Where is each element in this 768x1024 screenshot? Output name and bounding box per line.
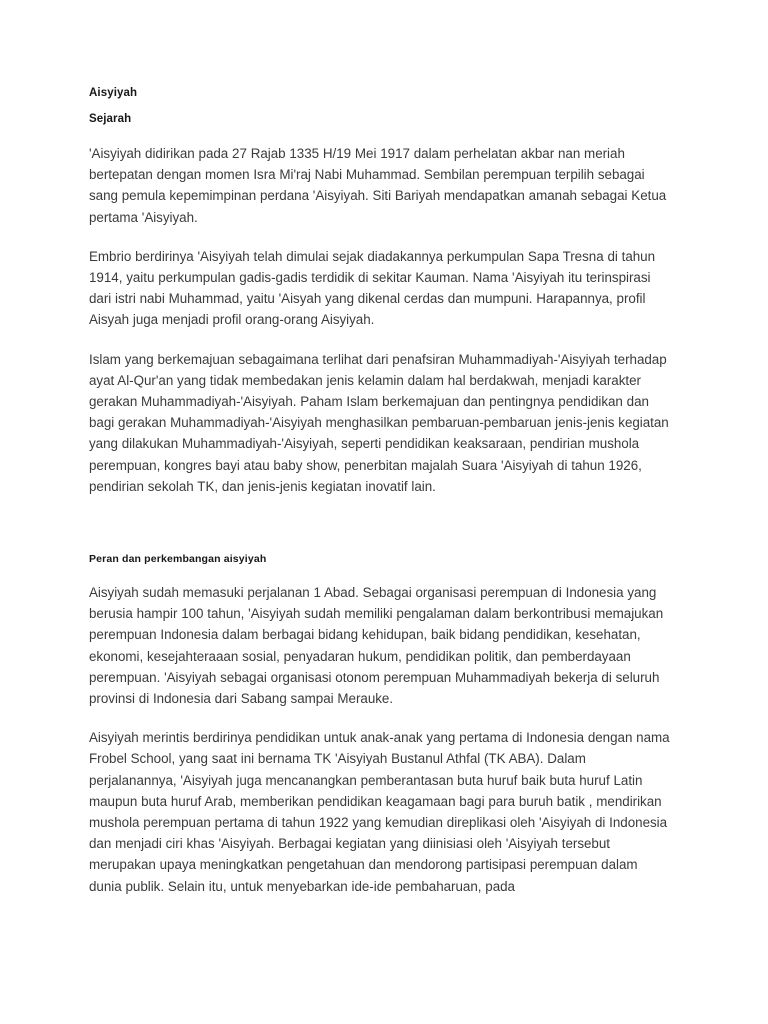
paragraph-peran-1: Aisyiyah sudah memasuki perjalanan 1 Abad. Sebagai organisasi perempuan di Indonesia yang berusia hampir 100 tahun, 'Aisyiyah sudah memiliki pengalaman dalam berkontribusi memajukan perempuan Indonesia dalam berbagai bidang kehidupan, baik bidang pendidikan, kesehatan, ekonomi, kesejahteraaan sosial, penyadaran hukum, pendidikan politik, dan pemberdayaan perempuan. 'Aisyiyah sebagai organisasi otonom perempuan Muhammadiyah bekerja di seluruh provinsi di Indonesia dari Sabang sampai Merauke. bbox=[89, 585, 664, 707]
section-heading-sejarah: Sejarah bbox=[89, 113, 132, 125]
paragraph-sejarah-2: Embrio berdirinya 'Aisyiyah telah dimulai sejak diadakannya perkumpulan Sapa Tresna di tahun 1914, yaitu perkumpulan gadis-gadis terdidik di sekitar Kauman. Nama 'Aisyiyah itu terinspirasi dari istri nabi Muhammad, yaitu 'Aisyah yang dikenal cerdas dan mumpuni. Harapannya, profil Aisyah juga menjadi profil orang-orang Aisyiyah. bbox=[89, 248, 656, 328]
section-heading-peran-dan-perkembangan: Peran dan perkembangan aisyiyah bbox=[89, 553, 267, 566]
section-spacer bbox=[89, 515, 671, 552]
paragraph-sejarah-1: 'Aisyiyah didirikan pada 27 Rajab 1335 H/19 Mei 1917 dalam perhelatan akbar nan meriah bertepatan dengan momen Isra Mi'raj Nabi Muhammad. Sembilan perempuan terpilih sebagai sang pemula kepemimpinan perdana 'Aisyiyah. Siti Bariyah mendapatkan amanah sebagai Ketua pertama 'Aisyiyah. bbox=[89, 146, 667, 225]
document-content bbox=[89, 86, 671, 897]
paragraph-sejarah-3: Islam yang berkemajuan sebagaimana terlihat dari penafsiran Muhammadiyah-'Aisyiyah terhadap ayat Al-Qur'an yang tidak membedakan jenis kelamin dalam hal berdakwah, menjadi karakter gerakan Muhammadiyah-'Aisyiyah. Paham Islam berkemajuan dan pentingnya pendidikan dan bagi gerakan Muhammadiyah-'Aisyiyah menghasilkan pembaruan-pembaruan jenis-jenis kegiatan yang dilakukan Muhammadiyah-'Aisyiyah, seperti pendidikan keaksaraan, pendirian mushola perempuan, kongres bayi atau baby show, penerbitan majalah Suara 'Aisyiyah di tahun 1926, pendirian sekolah TK, dan jenis-jenis kegiatan inovatif lain. bbox=[89, 351, 669, 494]
paragraph-peran-2: Aisyiyah merintis berdirinya pendidikan untuk anak-anak yang pertama di Indonesia dengan nama Frobel School, yang saat ini bernama TK 'Aisyiyah Bustanul Athfal (TK ABA). Dalam perjalanannya, 'Aisyiyah juga mencanangkan pemberantasan buta huruf baik buta huruf Latin maupun buta huruf Arab, memberikan pendidikan keagamaan bagi para buruh batik , mendirikan mushola perempuan pertama di tahun 1922 yang kemudian direplikasi oleh 'Aisyiyah di Indonesia dan menjadi ciri khas 'Aisyiyah. Berbagai kegiatan yang diinisiasi oleh 'Aisyiyah tersebut merupakan upaya meningkatkan pengetahuan dan mendorong partisipasi perempuan dalam dunia publik. Selain itu, untuk menyebarkan ide-ide pembaharuan, pada bbox=[89, 730, 670, 894]
page-title: Aisyiyah bbox=[89, 87, 138, 99]
